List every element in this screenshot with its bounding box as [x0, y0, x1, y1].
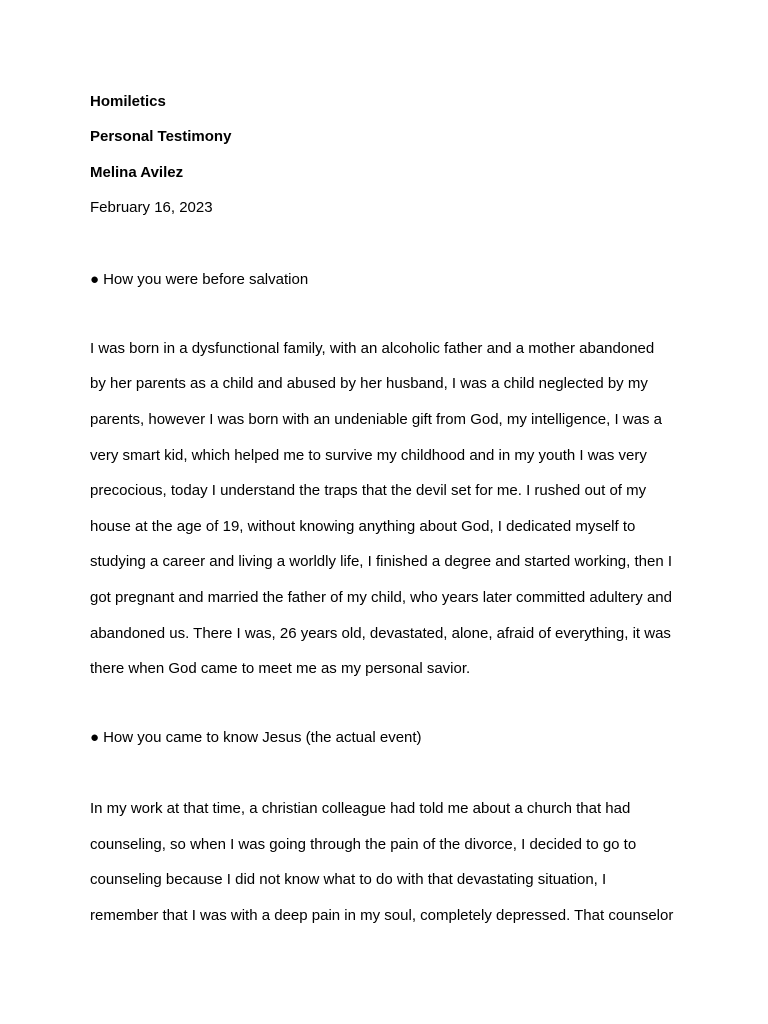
- section-heading-label: How you were before salvation: [103, 271, 309, 288]
- author-name: Melina Avilez: [90, 164, 184, 181]
- paragraph-line: by her parents as a child and abused by her husband, I was a child neglected by my: [90, 375, 648, 392]
- paragraph-line: precocious, today I understand the traps that the devil set for me. I rushed out of my: [90, 482, 647, 499]
- paragraph-line: there when God came to meet me as my personal savior.: [90, 660, 471, 677]
- bullet-icon: ●: [90, 729, 100, 746]
- assignment-title: Personal Testimony: [90, 128, 232, 145]
- bullet-icon: ●: [90, 271, 100, 288]
- section-heading-came-to-know-jesus: [90, 728, 422, 748]
- section-heading-before-salvation: [90, 270, 308, 290]
- paragraph-line: parents, however I was born with an undeniable gift from God, my intelligence, I was a: [90, 411, 662, 428]
- paragraph-line: very smart kid, which helped me to survive my childhood and in my youth I was very: [90, 447, 647, 464]
- paragraph-line: house at the age of 19, without knowing anything about God, I dedicated myself to: [90, 518, 636, 535]
- paragraph-line: studying a career and living a worldly life, I finished a degree and started working, then I: [90, 553, 672, 570]
- section-heading-label: How you came to know Jesus (the actual event): [103, 729, 422, 746]
- paragraph-line: counseling because I did not know what to do with that devastating situation, I: [90, 871, 607, 888]
- paragraph-line: remember that I was with a deep pain in my soul, completely depressed. That counselor: [90, 907, 674, 924]
- paragraph-line: got pregnant and married the father of my child, who years later committed adultery and: [90, 589, 672, 606]
- paragraph-line: abandoned us. There I was, 26 years old, devastated, alone, afraid of everything, it was: [90, 625, 671, 642]
- paragraph-line: I was born in a dysfunctional family, with an alcoholic father and a mother abandoned: [90, 340, 655, 357]
- document-date: February 16, 2023: [90, 199, 213, 216]
- paragraph-line: In my work at that time, a christian colleague had told me about a church that had: [90, 800, 631, 817]
- paragraph-line: counseling, so when I was going through the pain of the divorce, I decided to go to: [90, 836, 637, 853]
- course-title: Homiletics: [90, 93, 166, 110]
